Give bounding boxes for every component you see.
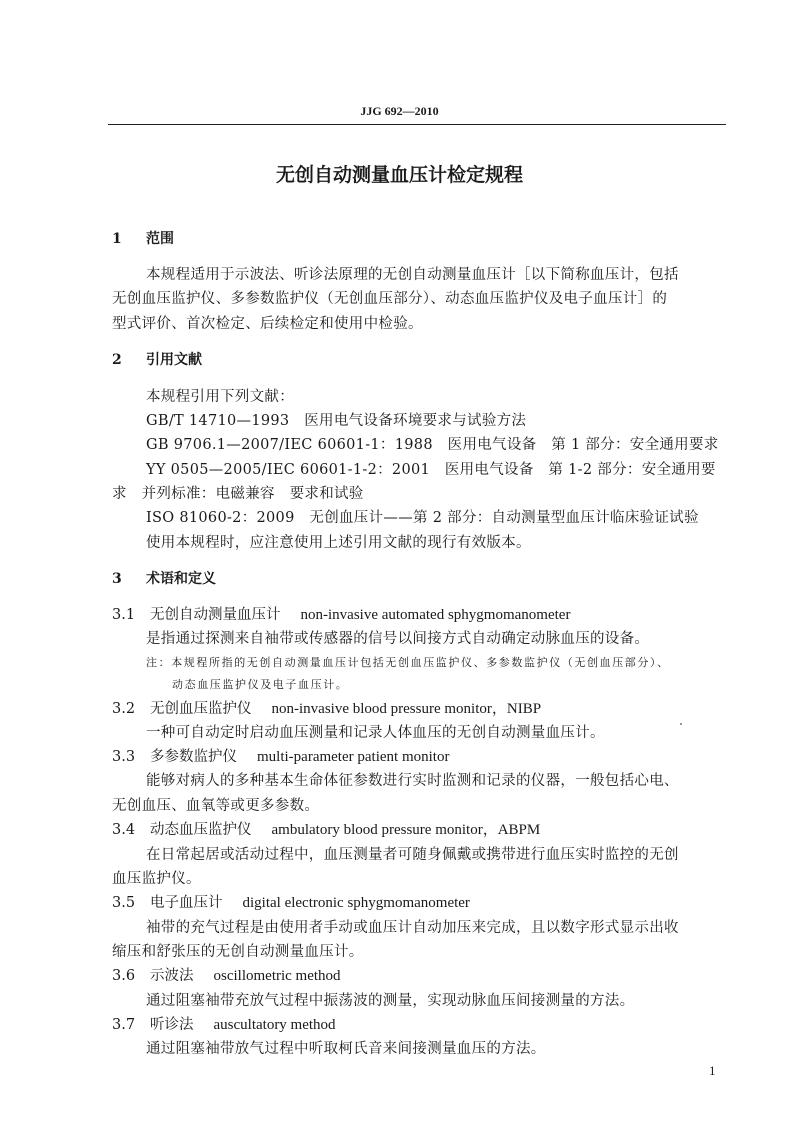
section-2-heading bbox=[112, 349, 202, 369]
paragraph-line: 使用本规程时，应注意使用上述引用文献的现行有效版本。 bbox=[146, 535, 531, 551]
term-en: oscillometric method bbox=[213, 968, 341, 984]
section-number: 2 bbox=[112, 352, 122, 368]
reference-item-continued: 求 并列标准：电磁兼容 要求和试验 bbox=[112, 486, 364, 502]
note-line: 动态血压监护仪及电子血压计。 bbox=[172, 678, 349, 691]
header-rule bbox=[108, 124, 726, 125]
scan-dot bbox=[680, 723, 682, 725]
definition-text: 通过阻塞袖带充放气过程中振荡波的测量，实现动脉血压间接测量的方法。 bbox=[146, 993, 635, 1009]
definition-term bbox=[112, 603, 570, 624]
reference-item: ISO 81060-2：2009 无创血压计——第 2 部分：自动测量型血压计临床验证试验 bbox=[146, 510, 699, 526]
term-en: non-invasive automated sphygmomanometer bbox=[300, 607, 571, 623]
term-en: ambulatory blood pressure monitor，ABPM bbox=[271, 822, 541, 838]
section-number: 1 bbox=[112, 231, 122, 247]
term-zh: 动态血压监护仪 bbox=[150, 822, 252, 838]
term-zh: 电子血压计 bbox=[150, 895, 223, 911]
reference-item: YY 0505—2005/IEC 60601-1-2：2001 医用电气设备 第 1-2 部分：安全通用要 bbox=[146, 462, 716, 478]
term-zh: 无创自动测量血压计 bbox=[150, 607, 281, 623]
definition-term bbox=[112, 964, 341, 985]
term-en: digital electronic sphygmomanometer bbox=[242, 895, 470, 911]
term-number: 3.5 bbox=[112, 895, 136, 911]
section-3-heading bbox=[112, 568, 216, 588]
definition-text: 通过阻塞袖带放气过程中听取柯氏音来间接测量血压的方法。 bbox=[146, 1041, 546, 1057]
section-1-heading bbox=[112, 228, 174, 248]
definition-term bbox=[112, 891, 470, 912]
section-title: 引用文献 bbox=[146, 352, 202, 368]
standard-code: JJG 692—2010 bbox=[360, 104, 439, 118]
term-number: 3.7 bbox=[112, 1017, 136, 1033]
definition-text: 血压监护仪。 bbox=[112, 871, 201, 887]
definition-term bbox=[112, 818, 540, 839]
section-number: 3 bbox=[112, 571, 122, 587]
section-title: 范围 bbox=[146, 231, 174, 247]
definition-term bbox=[112, 745, 449, 766]
definition-term bbox=[112, 697, 541, 718]
term-zh: 多参数监护仪 bbox=[150, 749, 237, 765]
definition-text: 无创血压、血氧等或更多参数。 bbox=[112, 798, 320, 814]
term-number: 3.1 bbox=[112, 607, 136, 623]
reference-item: GB/T 14710—1993 医用电气设备环境要求与试验方法 bbox=[146, 413, 527, 429]
term-zh: 听诊法 bbox=[150, 1017, 194, 1033]
paragraph-line: 本规程引用下列文献： bbox=[146, 389, 294, 405]
definition-text: 是指通过探测来自袖带或传感器的信号以间接方式自动确定动脉血压的设备。 bbox=[146, 631, 650, 647]
term-number: 3.6 bbox=[112, 968, 136, 984]
reference-item: GB 9706.1—2007/IEC 60601-1：1988 医用电气设备 第 1 部分：安全通用要求 bbox=[146, 437, 719, 453]
definition-text: 袖带的充气过程是由使用者手动或血压计自动加压来完成，且以数字形式显示出收 bbox=[146, 920, 679, 936]
definition-text: 能够对病人的多种基本生命体征参数进行实时监测和记录的仪器，一般包括心电、 bbox=[146, 773, 679, 789]
term-number: 3.3 bbox=[112, 749, 136, 765]
note-line: 注：本规程所指的无创自动测量血压计包括无创血压监护仪、多参数监护仪（无创血压部分）、 bbox=[146, 656, 670, 669]
definition-text: 缩压和舒张压的无创自动测量血压计。 bbox=[112, 944, 364, 960]
paragraph-line: 本规程适用于示波法、听诊法原理的无创自动测量血压计［以下简称血压计，包括 bbox=[146, 267, 679, 283]
term-en: non-invasive blood pressure monitor，NIBP bbox=[271, 701, 542, 717]
definition-text: 一种可自动定时启动血压测量和记录人体血压的无创自动测量血压计。 bbox=[146, 725, 605, 741]
paragraph-line: 型式评价、首次检定、后续检定和使用中检验。 bbox=[112, 316, 423, 332]
term-number: 3.2 bbox=[112, 701, 136, 717]
term-number: 3.4 bbox=[112, 822, 136, 838]
section-title: 术语和定义 bbox=[146, 571, 216, 587]
term-en: multi-parameter patient monitor bbox=[257, 749, 450, 765]
paragraph-line: 无创血压监护仪、多参数监护仪（无创血压部分）、动态血压监护仪及电子血压计］的 bbox=[112, 291, 668, 307]
document-title: 无创自动测量血压计检定规程 bbox=[275, 164, 523, 186]
term-en: auscultatory method bbox=[213, 1017, 336, 1033]
definition-text: 在日常起居或活动过程中，血压测量者可随身佩戴或携带进行血压实时监控的无创 bbox=[146, 847, 679, 863]
page-number: 1 bbox=[709, 1063, 716, 1078]
term-zh: 示波法 bbox=[150, 968, 194, 984]
term-zh: 无创血压监护仪 bbox=[150, 701, 252, 717]
definition-term bbox=[112, 1013, 336, 1034]
